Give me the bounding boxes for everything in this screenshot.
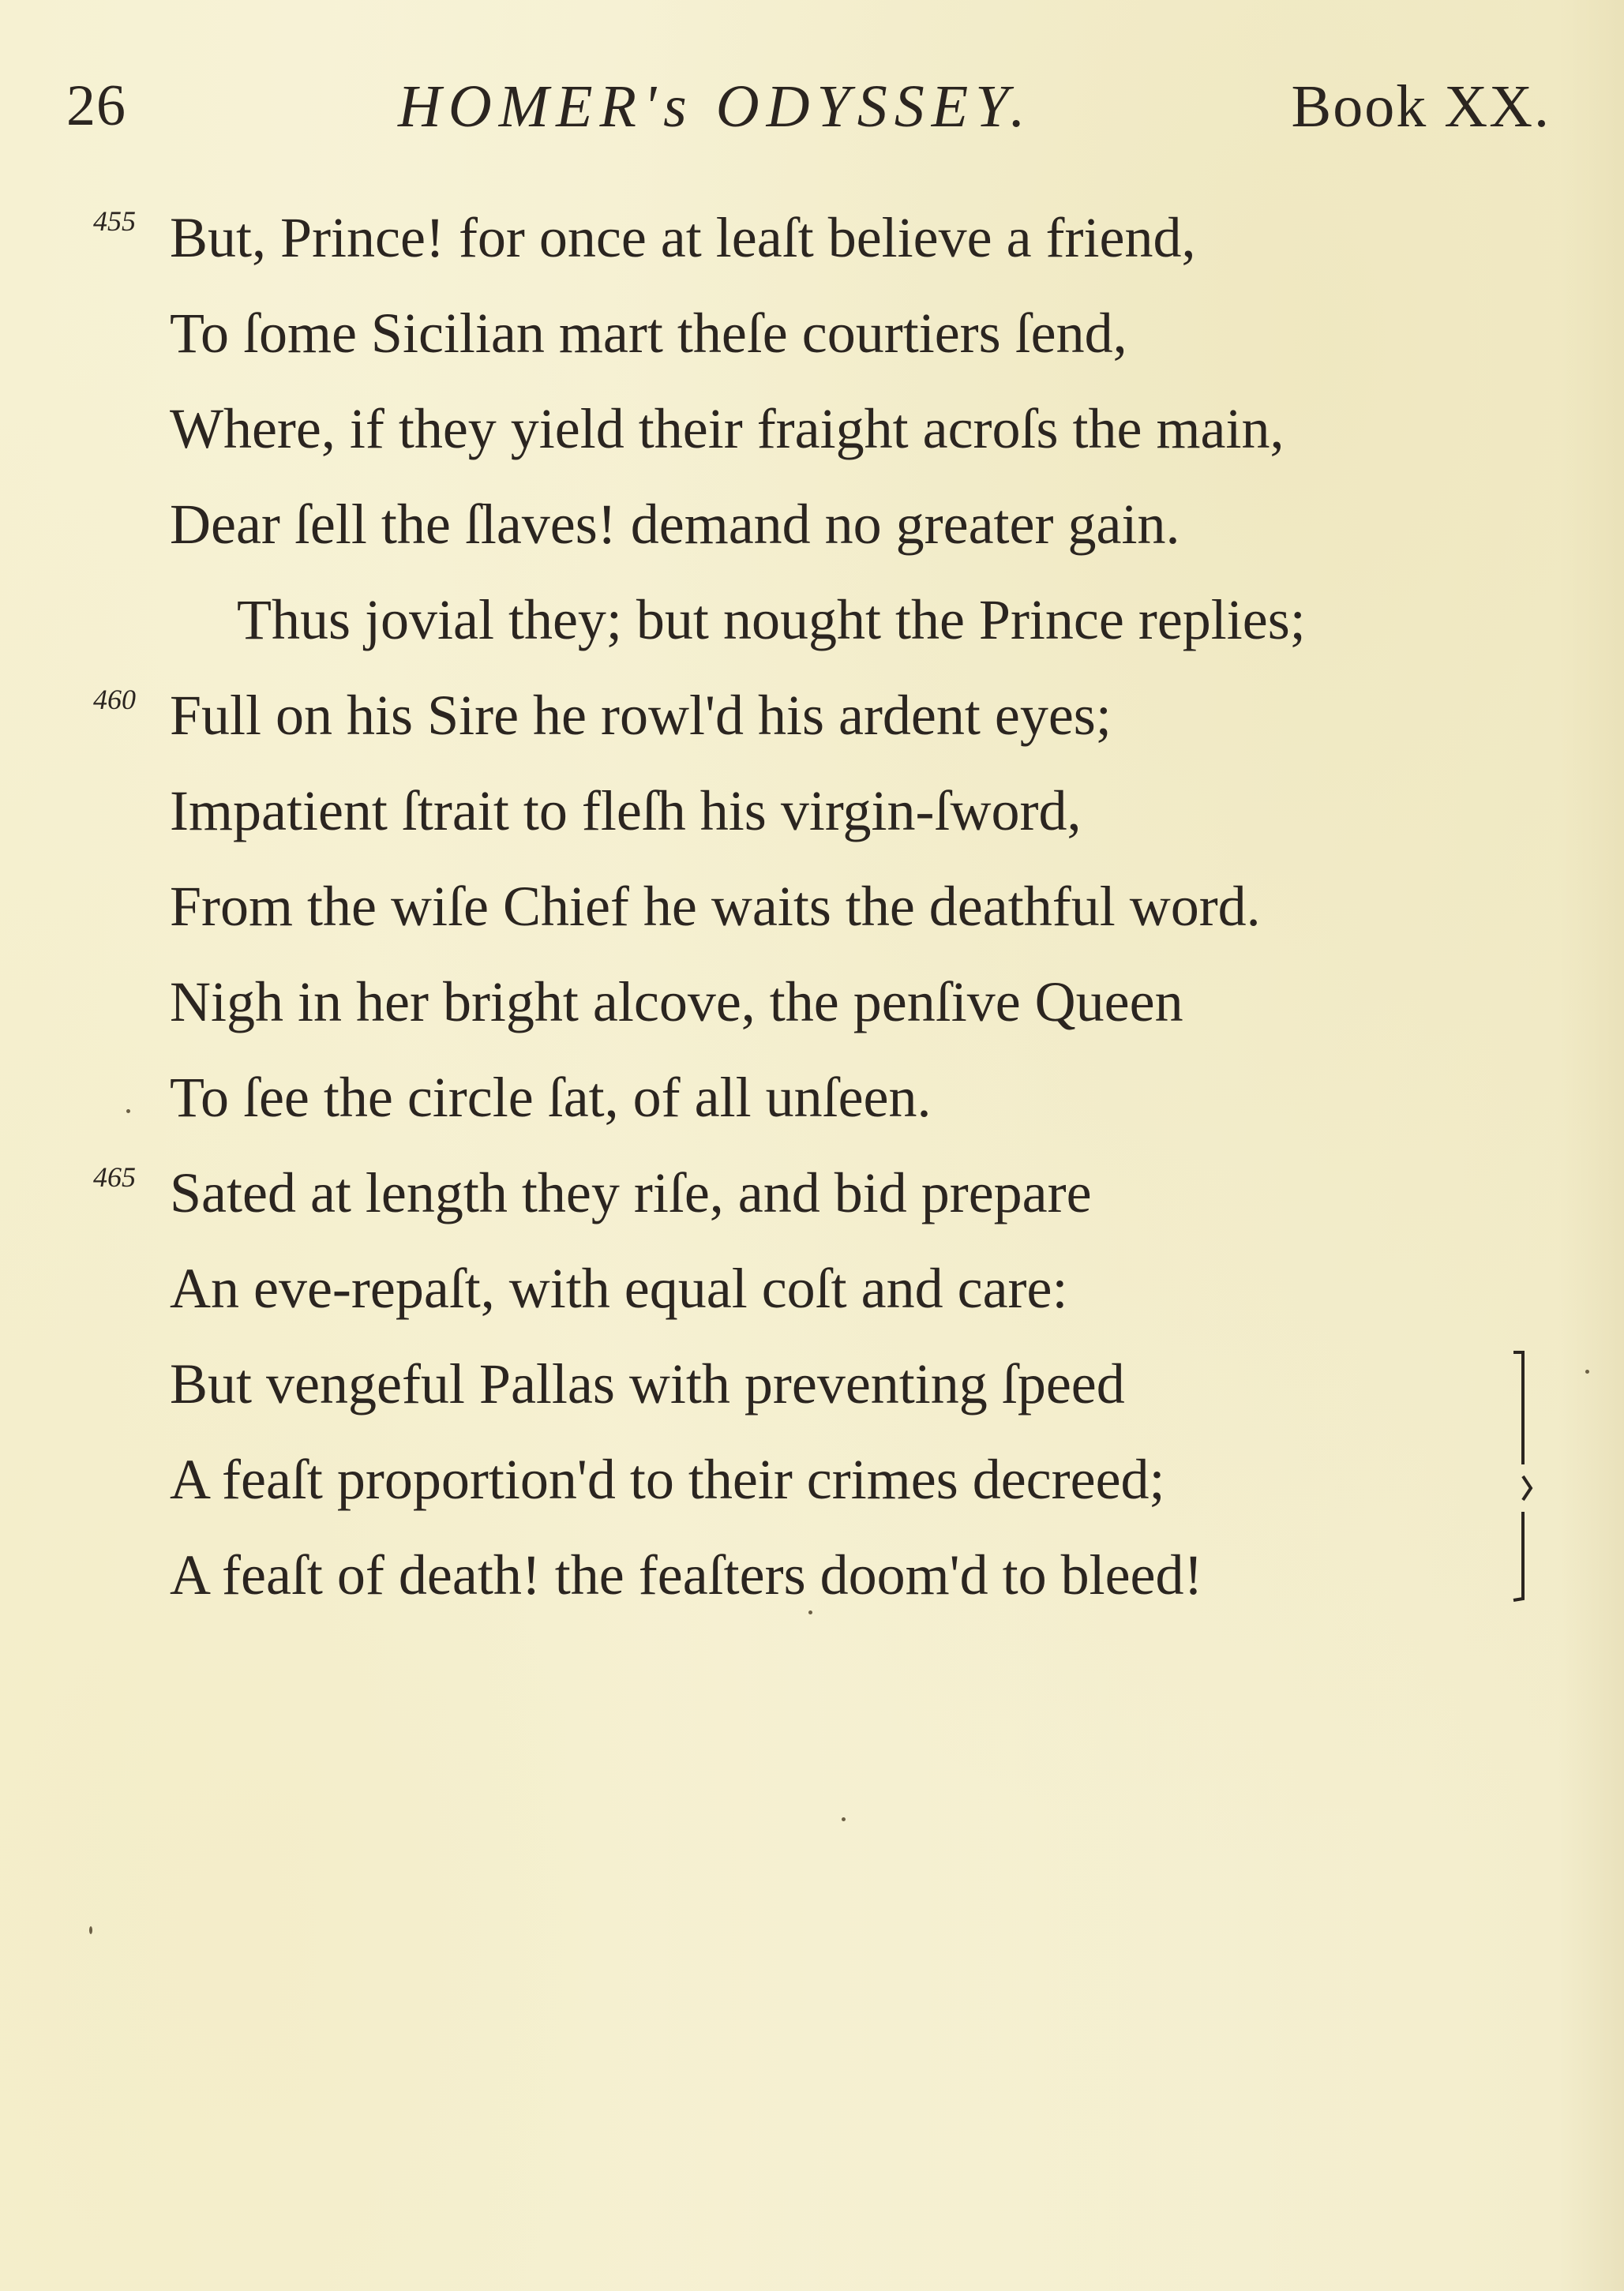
paper-speck [126,1109,130,1113]
verse-line: Nigh in her bright alcove, the penſive Queen [170,970,1183,1033]
paper-speck [1585,1370,1589,1374]
verse-line: To ſee the circle ſat, of all unſeen. [170,1066,932,1129]
book-reference: Book XX. [1291,73,1551,140]
verse-line: Dear ſell the ſlaves! demand no greater gain. [170,493,1180,556]
verse-line: Full on his Sire he rowl'd his ardent eyes; [170,684,1112,747]
paper-speck [808,1610,812,1614]
verse-line: But vengeful Pallas with preventing ſpeed [170,1352,1125,1415]
line-number-460: 460 [93,684,136,715]
paper-speck [842,1817,846,1821]
running-title: HOMER's ODYSSEY. [398,73,1033,140]
verse-line: Where, if they yield their fraight acroſs the main, [170,397,1285,460]
verse-line: But, Prince! for once at leaſt believe a friend, [170,206,1196,269]
triplet-brace-icon [1496,1346,1543,1607]
verse-line: To ſome Sicilian mart theſe courtiers ſend, [170,302,1127,365]
line-number-455: 455 [93,205,136,237]
verse-line: Impatient ſtrait to fleſh his virgin-ſword, [170,779,1082,842]
running-header [66,73,1551,144]
verse-line: From the wiſe Chief he waits the deathful word. [170,875,1261,938]
page-number: 26 [66,73,126,138]
line-number-465: 465 [93,1161,136,1193]
verse-line: An eve-repaſt, with equal coſt and care: [170,1257,1068,1320]
verse-line: A feaſt of death! the feaſters doom'd to bleed! [170,1543,1203,1607]
paper-speck [89,1926,92,1934]
verse-line: Thus jovial they; but nought the Prince replies; [237,588,1306,651]
verse-line: A feaſt proportion'd to their crimes decreed; [170,1448,1165,1511]
verse-line: Sated at length they riſe, and bid prepare [170,1161,1092,1224]
